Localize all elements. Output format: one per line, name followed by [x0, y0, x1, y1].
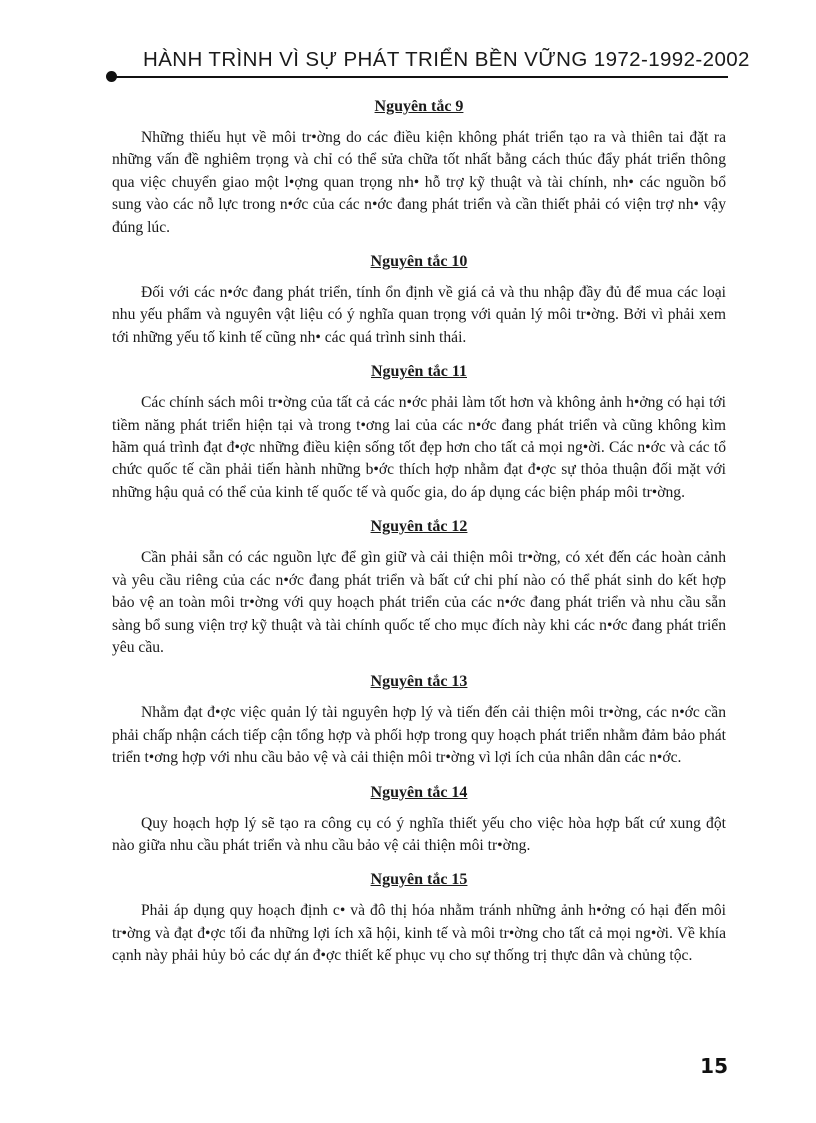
- header-rule: [112, 76, 728, 78]
- section-paragraph: Các chính sách môi tr•ờng của tất cả các n•ớc phải làm tốt hơn và không ảnh h•ởng có hại tới tiềm năng phát triển hiện tại và trong t•ơng lai của các n•ớc đang phát triển và cũng không kìm hãm quá trình đạt đ•ợc những điều kiện sống tốt đẹp hơn cho tất cả mọi ng•ời. Các n•ớc và các tổ chức quốc tế cần phải tiến hành những b•ớc thích hợp nhằm đạt đ•ợc sự thỏa thuận đối mặt với những hậu quả có thể của kinh tế quốc tế và quốc gia, do áp dụng các biện pháp môi tr•ờng.: [112, 394, 726, 501]
- section-principle-11: [112, 362, 726, 504]
- section-heading: Nguyên tắc 12: [370, 518, 468, 536]
- body-content: [112, 97, 726, 981]
- section-paragraph: Những thiếu hụt về môi tr•ờng do các điều kiện không phát triển tạo ra và thiên tai đặt ra những vấn đề nghiêm trọng và chỉ có thể sửa chữa tốt nhất bằng cách thúc đẩy phát triển thông qua việc chuyển giao một l•ợng quan trọng nh• hỗ trợ kỹ thuật và tài chính, nh• các nguồn bổ sung vào các nỗ lực trong n•ớc của các n•ớc đang phát triển và cần thiết phải có viện trợ nh• vậy đúng lúc.: [112, 129, 726, 236]
- section-heading: Nguyên tắc 9: [374, 98, 464, 115]
- section-heading: Nguyên tắc 11: [371, 363, 467, 381]
- section-paragraph: Cần phải sẵn có các nguồn lực để gìn giữ và cải thiện môi tr•ờng, có xét đến các hoàn cảnh và yêu cầu riêng của các n•ớc đang phát triển và bất cứ chi phí nào có thể phát sinh do kết hợp bảo vệ an toàn môi tr•ờng với quy hoạch phát triển của các n•ớc đang phát triển và nhu cầu sẵn sàng bổ sung viện trợ kỹ thuật và tài chính quốc tế cho mục đích này khi các n•ớc đang phát triển yêu cầu.: [112, 549, 726, 656]
- section-paragraph: Phải áp dụng quy hoạch định c• và đô thị hóa nhằm tránh những ảnh h•ởng có hại đến môi tr•ờng và đạt đ•ợc tối đa những lợi ích xã hội, kinh tế và môi tr•ờng cho tất cả mọi ng•ời. Về khía cạnh này phải hủy bỏ các dự án đ•ợc thiết kế phục vụ cho sự thống trị thực dân và chủng tộc.: [112, 902, 726, 965]
- section-heading: Nguyên tắc 13: [370, 673, 468, 691]
- section-principle-10: [112, 252, 726, 349]
- section-principle-9: [112, 97, 726, 239]
- running-header-title: HÀNH TRÌNH VÌ SỰ PHÁT TRIỂN BỀN VỮNG 1972-1992-2002: [143, 48, 750, 71]
- section-principle-14: [112, 783, 726, 858]
- section-principle-15: [112, 870, 726, 967]
- section-paragraph: Đối với các n•ớc đang phát triển, tính ổn định về giá cả và thu nhập đầy đủ để mua các loại nhu yếu phẩm và nguyên vật liệu có ý nghĩa quan trọng với quản lý môi tr•ờng. Bởi vì phải xem tới những yếu tố kinh tế cũng nh• các quá trình sinh thái.: [112, 284, 726, 346]
- page-number: 15: [700, 1054, 728, 1078]
- section-heading: Nguyên tắc 10: [370, 253, 468, 271]
- section-heading: Nguyên tắc 15: [370, 871, 468, 889]
- section-principle-13: [112, 672, 726, 769]
- section-principle-12: [112, 517, 726, 659]
- section-heading: Nguyên tắc 14: [370, 783, 468, 801]
- section-paragraph: Nhằm đạt đ•ợc việc quản lý tài nguyên hợp lý và tiến đến cải thiện môi tr•ờng, các n•ớc cần phải chấp nhận cách tiếp cận tổng hợp và phối hợp trong quy hoạch phát triển nhằm đảm bảo phát triển t•ơng hợp với nhu cầu bảo vệ và cải thiện môi tr•ờng vì lợi ích của nhân dân các n•ớc.: [112, 704, 726, 767]
- section-paragraph: Quy hoạch hợp lý sẽ tạo ra công cụ có ý nghĩa thiết yếu cho việc hòa hợp bất cứ xung đột nào giữa nhu cầu phát triển và nhu cầu bảo vệ cải thiện môi tr•ờng.: [112, 814, 726, 854]
